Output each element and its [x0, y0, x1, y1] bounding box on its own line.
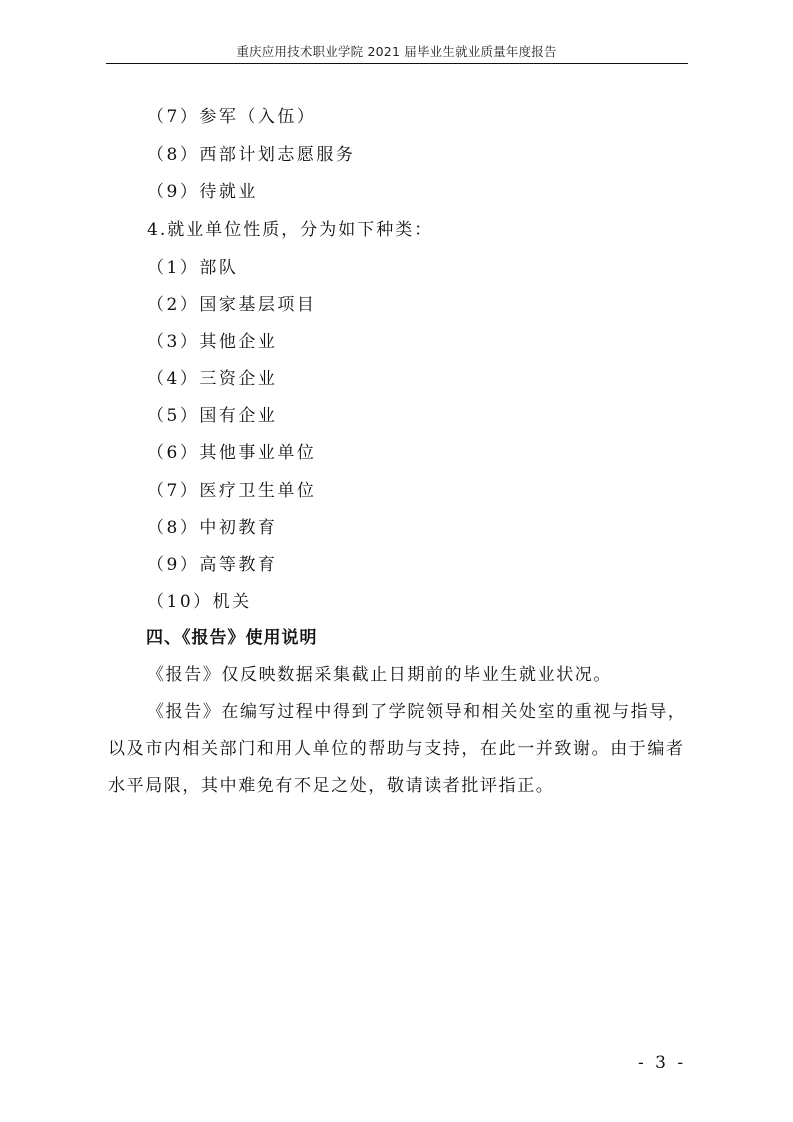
section-heading: 四、《报告》使用说明: [146, 628, 318, 648]
list-item: （7）参军（入伍）: [147, 107, 317, 127]
paragraph: 《报告》仅反映数据采集截止日期前的毕业生就业状况。: [147, 665, 612, 685]
paragraph-line: 水平局限，其中难免有不足之处，敬请读者批评指正。: [108, 776, 555, 796]
list-item: （3）其他企业: [147, 332, 278, 352]
paragraph-line: 《报告》在编写过程中得到了学院领导和相关处室的重视与指导，: [147, 702, 687, 722]
list-item: （6）其他事业单位: [147, 443, 317, 463]
employer-type-heading: 4.就业单位性质，分为如下种类：: [147, 220, 434, 240]
list-item: （8）西部计划志愿服务: [147, 145, 356, 165]
list-item: （9）高等教育: [147, 555, 278, 575]
list-item: （2）国家基层项目: [147, 295, 317, 315]
list-item: （5）国有企业: [147, 406, 278, 426]
list-item: （9）待就业: [147, 182, 258, 202]
header-title: 重庆应用技术职业学院 2021 届毕业生就业质量年度报告: [236, 44, 557, 59]
page-number: - 3 -: [638, 1053, 687, 1073]
list-item: （8）中初教育: [147, 518, 278, 538]
header-divider: [106, 63, 688, 64]
paragraph-line: 以及市内相关部门和用人单位的帮助与支持，在此一并致谢。由于编者: [108, 739, 685, 759]
list-item: （7）医疗卫生单位: [147, 481, 317, 501]
list-item: （10）机关: [147, 592, 252, 612]
list-item: （1）部队: [147, 258, 239, 278]
list-item: （4）三资企业: [147, 369, 278, 389]
